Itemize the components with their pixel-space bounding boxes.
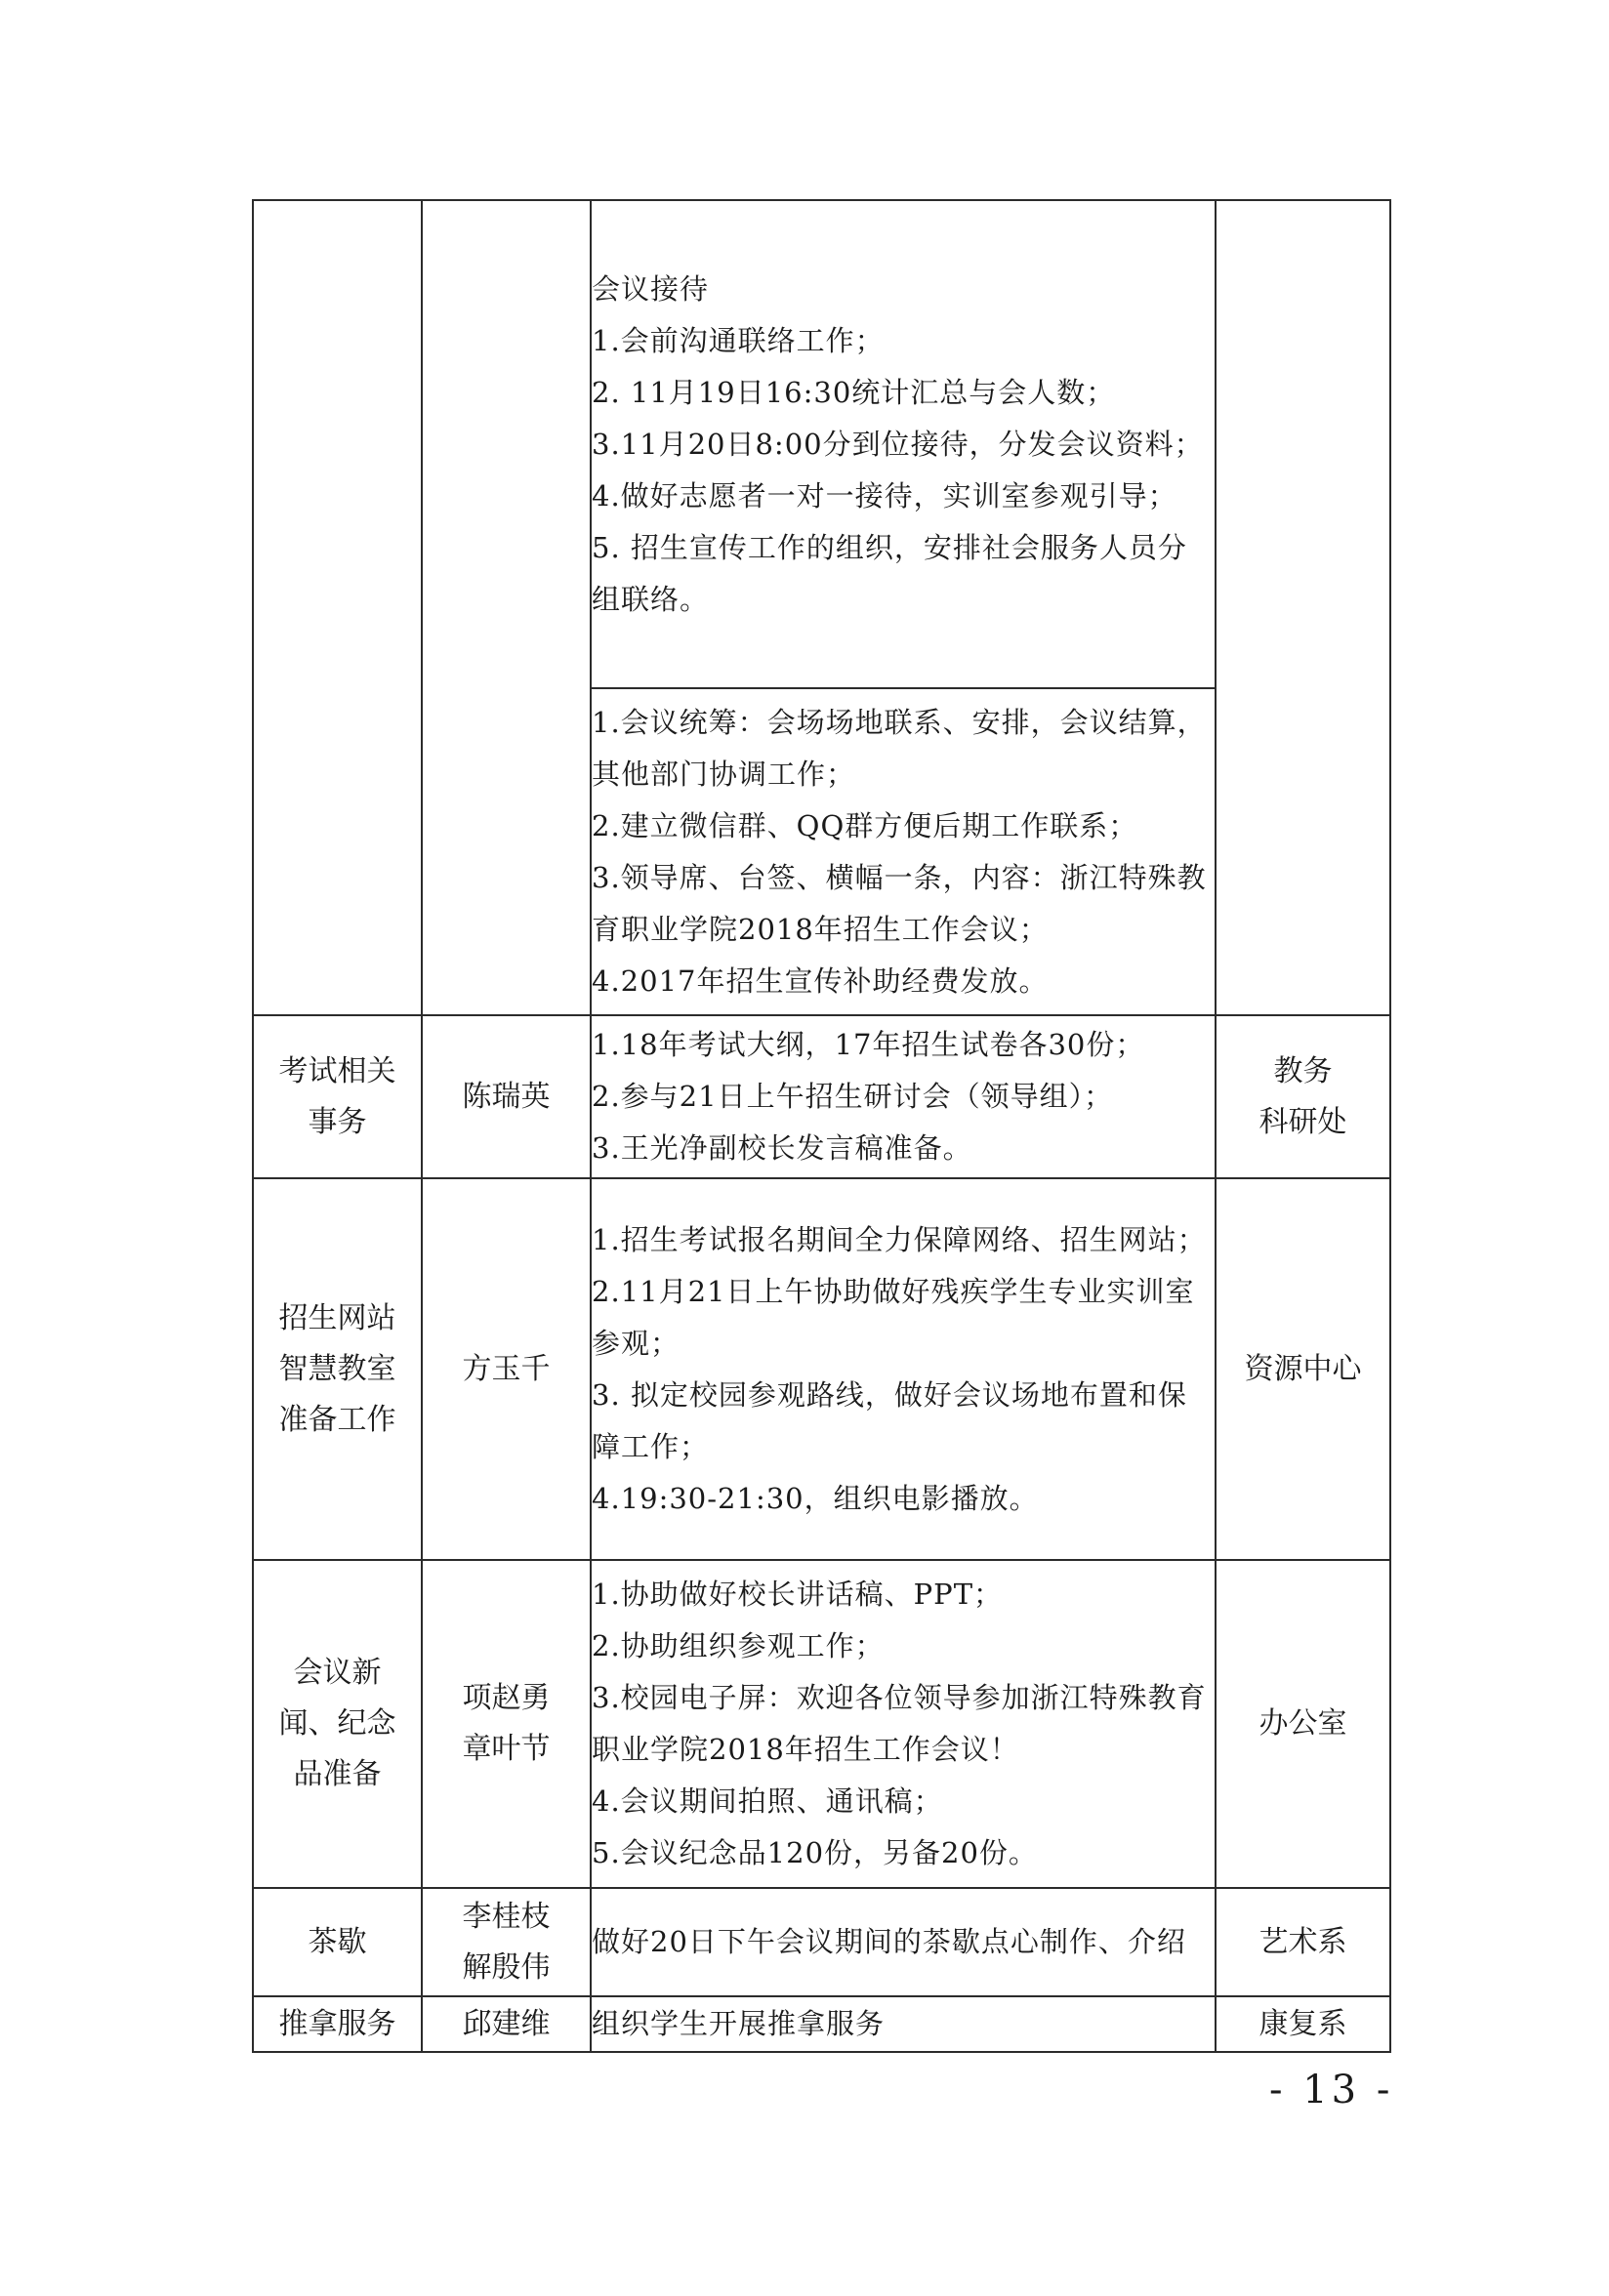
department-cell bbox=[1216, 1015, 1390, 1178]
content-cell bbox=[591, 688, 1216, 1015]
task-line: 推拿服务 bbox=[278, 2006, 396, 2041]
department-name: 科研处 bbox=[1258, 1104, 1347, 1139]
arrangement-table bbox=[252, 199, 1391, 2053]
task-line: 品准备 bbox=[293, 1757, 382, 1791]
content-item: 1.18年考试大纲，17年招生试卷各30份； bbox=[592, 1028, 1145, 1061]
task-cell bbox=[253, 1560, 422, 1888]
content-cell bbox=[591, 1015, 1216, 1178]
person-name: 解殷伟 bbox=[462, 1949, 551, 1985]
person-cell bbox=[422, 1888, 591, 1996]
person-cell bbox=[422, 1178, 591, 1560]
table-row bbox=[253, 1015, 1390, 1178]
person-cell bbox=[422, 1015, 591, 1178]
task-line: 闻、纪念 bbox=[278, 1706, 396, 1741]
person-cell bbox=[422, 1996, 591, 2052]
task-line: 考试相关 bbox=[278, 1053, 396, 1088]
content-item: 1.招生考试报名期间全力保障网络、招生网站； bbox=[592, 1222, 1207, 1256]
task-cell bbox=[253, 1888, 422, 1996]
content-item: 4.做好志愿者一对一接待，实训室参观引导； bbox=[592, 478, 1177, 512]
content-item: 3. 拟定校园参观路线，做好会议场地布置和保障工作； bbox=[592, 1377, 1187, 1463]
department-cell bbox=[1216, 1996, 1390, 2052]
content-cell bbox=[591, 1996, 1216, 2052]
content-item: 会议接待 bbox=[592, 271, 710, 306]
content-item: 5.会议纪念品120份，另备20份。 bbox=[592, 1836, 1038, 1869]
table-body bbox=[253, 200, 1390, 2052]
table-row bbox=[253, 1560, 1390, 1888]
content-item: 1.会议统筹：会场场地联系、安排，会议结算，其他部门协调工作； bbox=[592, 705, 1207, 791]
content-cell bbox=[591, 1560, 1216, 1888]
content-item: 4.2017年招生宣传补助经费发放。 bbox=[592, 964, 1049, 998]
content-cell bbox=[591, 1888, 1216, 1996]
table-row bbox=[253, 1178, 1390, 1560]
task-line: 招生网站 bbox=[278, 1300, 396, 1335]
content-cell bbox=[591, 200, 1216, 688]
content-item: 做好20日下午会议期间的茶歇点心制作、介绍 bbox=[592, 1925, 1186, 1958]
content-item: 2.11月21日上午协助做好残疾学生专业实训室参观； bbox=[592, 1274, 1195, 1360]
content-cell bbox=[591, 1178, 1216, 1560]
content-item: 3.校园电子屏：欢迎各位领导参加浙江特殊教育职业学院2018年招生工作会议！ bbox=[592, 1681, 1207, 1766]
department-name: 康复系 bbox=[1258, 2006, 1347, 2041]
task-line: 智慧教室 bbox=[278, 1351, 396, 1386]
content-item: 2.建立微信群、QQ群方便后期工作联系； bbox=[592, 808, 1138, 842]
task-line: 茶歇 bbox=[308, 1924, 367, 1959]
content-item: 3.领导席、台签、横幅一条，内容：浙江特殊教育职业学院2018年招生工作会议； bbox=[592, 860, 1207, 946]
department-cell bbox=[1216, 1178, 1390, 1560]
content-item: 3.王光净副校长发言稿准备。 bbox=[592, 1131, 972, 1165]
person-name: 项赵勇 bbox=[462, 1681, 551, 1715]
person-cell bbox=[422, 200, 591, 1015]
person-cell bbox=[422, 1560, 591, 1888]
department-name: 艺术系 bbox=[1258, 1924, 1347, 1959]
person-name: 章叶节 bbox=[462, 1732, 551, 1766]
content-item: 2.参与21日上午招生研讨会（领导组）； bbox=[592, 1080, 1114, 1113]
person-name: 陈瑞英 bbox=[462, 1079, 551, 1114]
content-item: 组织学生开展推拿服务 bbox=[592, 2007, 886, 2040]
department-cell bbox=[1216, 1888, 1390, 1996]
task-cell bbox=[253, 1015, 422, 1178]
content-item: 4.19:30-21:30，组织电影播放。 bbox=[592, 1481, 1039, 1515]
task-line: 事务 bbox=[308, 1104, 367, 1139]
content-item: 5. 招生宣传工作的组织，安排社会服务人员分组联络。 bbox=[592, 530, 1187, 616]
task-line: 会议新 bbox=[293, 1656, 382, 1690]
person-name: 方玉千 bbox=[462, 1351, 551, 1386]
department-name: 教务 bbox=[1273, 1053, 1333, 1088]
task-line: 准备工作 bbox=[278, 1402, 396, 1437]
department-cell bbox=[1216, 1560, 1390, 1888]
department-name: 资源中心 bbox=[1244, 1351, 1362, 1386]
page-number: - 13 - bbox=[1269, 2068, 1394, 2112]
task-cell bbox=[253, 1178, 422, 1560]
content-item: 1.会前沟通联络工作； bbox=[592, 323, 885, 357]
person-name: 李桂枝 bbox=[462, 1899, 551, 1934]
table-row bbox=[253, 200, 1390, 688]
table-row bbox=[253, 1996, 1390, 2052]
content-item: 2.协助组织参观工作； bbox=[592, 1629, 885, 1662]
department-name: 办公室 bbox=[1258, 1706, 1347, 1741]
content-item: 2. 11月19日16:30统计汇总与会人数； bbox=[592, 375, 1116, 409]
person-name: 邱建维 bbox=[462, 2006, 551, 2041]
content-item: 1.协助做好校长讲话稿、PPT； bbox=[592, 1578, 1004, 1611]
table-row bbox=[253, 1888, 1390, 1996]
department-cell bbox=[1216, 200, 1390, 1015]
content-item: 3.11月20日8:00分到位接待，分发会议资料； bbox=[592, 427, 1204, 461]
task-cell bbox=[253, 200, 422, 1015]
task-cell bbox=[253, 1996, 422, 2052]
content-item: 4.会议期间拍照、通讯稿； bbox=[592, 1784, 943, 1818]
